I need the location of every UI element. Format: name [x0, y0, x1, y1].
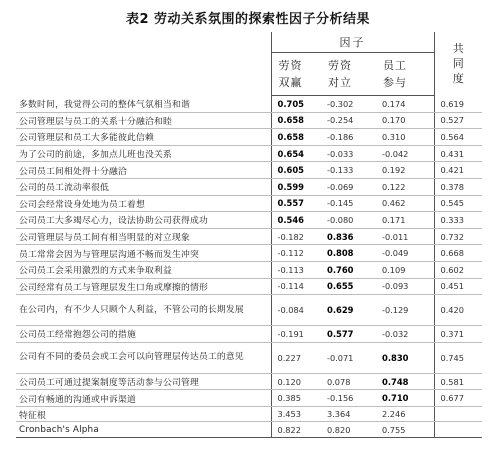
- loading-f1: 0.599: [271, 178, 321, 195]
- communality-value: 0.619: [434, 96, 482, 113]
- loading-f1: -0.114: [271, 278, 321, 295]
- loading-f2: -0.033: [321, 145, 376, 162]
- item-label: 为了公司的前途，多加点儿班也没关系: [16, 145, 271, 162]
- table-body: [16, 96, 482, 438]
- loading-f3: -0.129: [376, 295, 434, 326]
- loading-f1: -0.191: [271, 326, 321, 343]
- table-row: [16, 96, 482, 113]
- loading-f3: -0.011: [376, 228, 434, 245]
- table-row: [16, 278, 482, 295]
- communality-value: 0.564: [434, 129, 482, 146]
- communality-value: 0.581: [434, 373, 482, 390]
- loading-f3: 0.710: [376, 390, 434, 407]
- loading-f1: -0.182: [271, 228, 321, 245]
- loading-f1: 0.605: [271, 162, 321, 179]
- summary-label: 特征根: [16, 406, 271, 422]
- summary-communality: [434, 406, 482, 422]
- table-row: [16, 342, 482, 373]
- loading-f3: 0.310: [376, 129, 434, 146]
- loading-f1: 0.557: [271, 195, 321, 212]
- loading-f2: 0.629: [321, 295, 376, 326]
- loading-f3: 0.174: [376, 96, 434, 113]
- summary-f2: 0.820: [321, 422, 376, 438]
- table-row: [16, 212, 482, 229]
- item-label: 公司有畅通的沟通或申诉渠道: [16, 390, 271, 407]
- table-row: [16, 162, 482, 179]
- loading-f3: 0.462: [376, 195, 434, 212]
- communality-value: 0.420: [434, 295, 482, 326]
- table-row: [16, 326, 482, 343]
- loading-f2: -0.080: [321, 212, 376, 229]
- loading-f2: -0.156: [321, 390, 376, 407]
- row-label-header: [16, 32, 271, 96]
- loading-f2: 0.808: [321, 245, 376, 262]
- table-row: [16, 261, 482, 278]
- table-row: [16, 228, 482, 245]
- communality-value: 0.602: [434, 261, 482, 278]
- loading-f1: -0.113: [271, 261, 321, 278]
- item-label: 员工常常会因为与管理层沟通不畅而发生冲突: [16, 245, 271, 262]
- summary-f1: 0.822: [271, 422, 321, 438]
- summary-communality: [434, 422, 482, 438]
- loading-f2: -0.071: [321, 342, 376, 373]
- communality-value: 0.333: [434, 212, 482, 229]
- loading-f1: 0.227: [271, 342, 321, 373]
- item-label: 公司员工会采用激烈的方式来争取利益: [16, 261, 271, 278]
- table-row: [16, 390, 482, 407]
- item-label: 公司的员工流动率很低: [16, 178, 271, 195]
- table-row: [16, 195, 482, 212]
- communality-value: 0.451: [434, 278, 482, 295]
- loading-f1: -0.112: [271, 245, 321, 262]
- communality-value: 0.431: [434, 145, 482, 162]
- item-label: 公司管理层与员工间有相当明显的对立现象: [16, 228, 271, 245]
- loading-f1: 0.705: [271, 96, 321, 113]
- item-label: 公司经常有员工与管理层发生口角或摩擦的情形: [16, 278, 271, 295]
- communality-value: 0.545: [434, 195, 482, 212]
- item-label: 公司员工间相处得十分融洽: [16, 162, 271, 179]
- loading-f1: 0.658: [271, 112, 321, 129]
- communality-value: 0.745: [434, 342, 482, 373]
- table-row: [16, 112, 482, 129]
- item-label: 公司员工大多竭尽心力，设法协助公司获得成功: [16, 212, 271, 229]
- communality-header: 共 同 度: [434, 32, 482, 96]
- loading-f1: 0.654: [271, 145, 321, 162]
- table-row: [16, 145, 482, 162]
- factor-group-header: 因子: [271, 32, 434, 53]
- loading-f1: 0.385: [271, 390, 321, 407]
- summary-label: Cronbach's Alpha: [16, 422, 271, 438]
- summary-f2: 3.364: [321, 406, 376, 422]
- loading-f2: -0.302: [321, 96, 376, 113]
- loading-f3: -0.093: [376, 278, 434, 295]
- loading-f3: -0.032: [376, 326, 434, 343]
- table-row: [16, 245, 482, 262]
- cropped-previous-line: [40, 0, 340, 5]
- summary-f1: 3.453: [271, 406, 321, 422]
- loading-f1: 0.658: [271, 129, 321, 146]
- communality-value: 0.421: [434, 162, 482, 179]
- loading-f3: 0.122: [376, 178, 434, 195]
- factor-header-participation: 员工 参与: [376, 53, 434, 96]
- loading-f2: -0.133: [321, 162, 376, 179]
- summary-row: [16, 422, 482, 438]
- loading-f3: -0.042: [376, 145, 434, 162]
- communality-value: 0.677: [434, 390, 482, 407]
- item-label: 公司管理层和员工大多能彼此信赖: [16, 129, 271, 146]
- item-label: 公司会经常设身处地为员工着想: [16, 195, 271, 212]
- communality-value: 0.527: [434, 112, 482, 129]
- factor-header-win-win: 劳资 双赢: [271, 53, 321, 96]
- loading-f1: 0.120: [271, 373, 321, 390]
- loading-f2: 0.577: [321, 326, 376, 343]
- communality-value: 0.378: [434, 178, 482, 195]
- summary-row: [16, 406, 482, 422]
- loading-f2: 0.760: [321, 261, 376, 278]
- loading-f2: -0.069: [321, 178, 376, 195]
- table-title: 表2 劳动关系氛围的探索性因子分析结果: [125, 12, 371, 27]
- loading-f1: -0.084: [271, 295, 321, 326]
- loading-f1: 0.546: [271, 212, 321, 229]
- item-label: 公司管理层与员工的关系十分融洽和睦: [16, 112, 271, 129]
- loading-f3: 0.109: [376, 261, 434, 278]
- loading-f2: -0.254: [321, 112, 376, 129]
- factor-analysis-table: [16, 32, 482, 438]
- item-label: 公司有不同的委员会或工会可以向管理层传达员工的意见: [16, 342, 271, 373]
- loading-f2: -0.186: [321, 129, 376, 146]
- factor-header-opposition: 劳资 对立: [321, 53, 376, 96]
- communality-value: 0.732: [434, 228, 482, 245]
- loading-f3: 0.748: [376, 373, 434, 390]
- loading-f2: 0.078: [321, 373, 376, 390]
- loading-f3: -0.049: [376, 245, 434, 262]
- item-label: 公司员工可通过提案制度等活动参与公司管理: [16, 373, 271, 390]
- loading-f3: 0.830: [376, 342, 434, 373]
- communality-value: 0.668: [434, 245, 482, 262]
- table-row: [16, 178, 482, 195]
- item-label: 多数时间，我觉得公司的整体气氛相当和谐: [16, 96, 271, 113]
- summary-f3: 0.755: [376, 422, 434, 438]
- loading-f2: 0.655: [321, 278, 376, 295]
- item-label: 在公司内，有不少人只顾个人利益，不管公司的长期发展: [16, 295, 271, 326]
- summary-f3: 2.246: [376, 406, 434, 422]
- loading-f3: 0.170: [376, 112, 434, 129]
- table-row: [16, 295, 482, 326]
- table-row: [16, 129, 482, 146]
- item-label: 公司员工经常抱怨公司的措施: [16, 326, 271, 343]
- loading-f2: -0.145: [321, 195, 376, 212]
- table-row: [16, 373, 482, 390]
- loading-f3: 0.192: [376, 162, 434, 179]
- communality-value: 0.371: [434, 326, 482, 343]
- loading-f3: 0.171: [376, 212, 434, 229]
- loading-f2: 0.836: [321, 228, 376, 245]
